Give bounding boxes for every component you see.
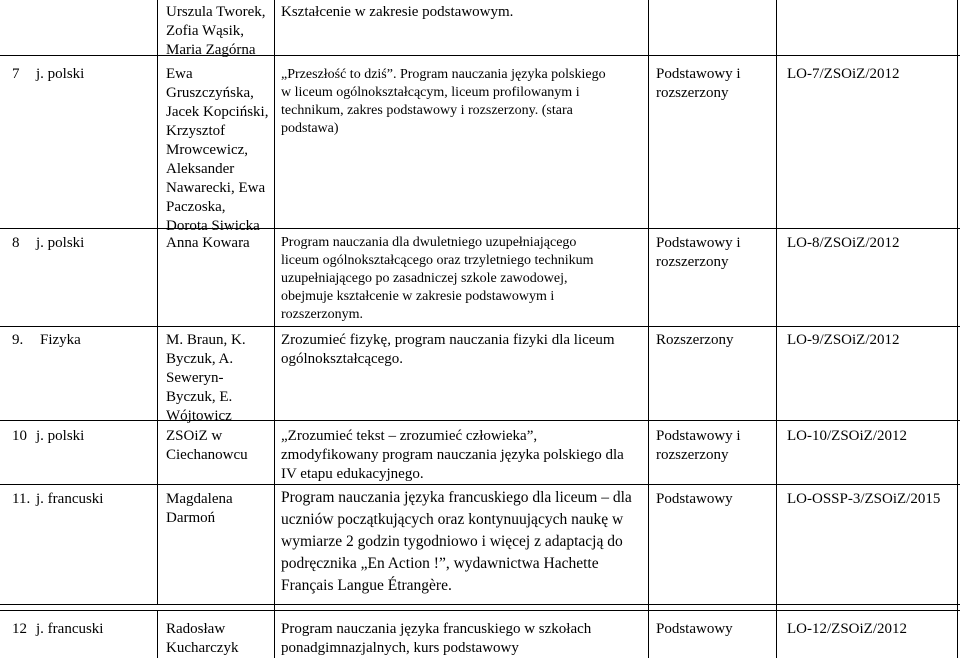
column-divider [957,0,958,658]
level-cell: Podstawowy [656,621,733,637]
row-divider [0,55,960,56]
authors-cell: Anna Kowara [166,235,250,251]
code-cell: LO-OSSP-3/ZSOiZ/2015 [787,491,941,507]
row-number: 8 [12,235,20,251]
row-divider [0,484,960,485]
level-cell: Podstawowy i rozszerzony [656,235,741,270]
subject-cell: Fizyka [40,332,81,348]
authors-cell: Ewa Gruszczyńska, Jacek Kopciński, Krzysztof Mrowcewicz, Aleksander Nawarecki, Ewa Paczoska, Dorota Siwicka [166,66,269,234]
row-divider [0,326,960,327]
authors-cell: M. Braun, K. Byczuk, A. Seweryn- Byczuk, E. Wójtowicz [166,332,246,424]
code-cell: LO-12/ZSOiZ/2012 [787,621,907,637]
authors-cell: Urszula Tworek, Zofia Wąsik, Maria Zagórna [166,4,266,58]
program-cell: „Przeszłość to dziś”. Program nauczania języka polskiego w liceum ogólnokształcącym, liceum profilowanym i technikum, zakres podstawowy i rozszerzony. (stara podstawa) [281,67,606,136]
subject-cell: j. francuski [36,621,104,637]
authors-cell: ZSOiZ w Ciechanowcu [166,428,248,463]
row-divider [0,228,960,229]
code-cell: LO-10/ZSOiZ/2012 [787,428,907,444]
column-divider [776,0,777,658]
level-cell: Podstawowy [656,491,733,507]
row-number: 11. [12,491,31,507]
column-divider [274,0,275,658]
row-divider [0,610,960,611]
row-number: 12 [12,621,27,637]
program-cell: Kształcenie w zakresie podstawowym. [281,4,514,20]
subject-cell: j. polski [36,428,85,444]
row-number: 7 [12,66,20,82]
authors-cell: Magdalena Darmoń [166,491,233,526]
column-divider [648,0,649,658]
subject-cell: j. polski [36,235,85,251]
level-cell: Rozszerzony [656,332,734,348]
column-divider [157,610,158,658]
program-cell: Program nauczania dla dwuletniego uzupełniającego liceum ogólnokształcącego oraz trzyletniego technikum uzupełniającego po zasadniczej szkole zawodowej, obejmuje kształcenie w zakresie podstawowym i rozszerzonym. [281,235,594,322]
column-divider [157,0,158,604]
code-cell: LO-8/ZSOiZ/2012 [787,235,900,251]
subject-cell: j. francuski [36,491,104,507]
subject-cell: j. polski [36,66,85,82]
row-divider [0,604,960,605]
level-cell: Podstawowy i rozszerzony [656,66,741,101]
code-cell: LO-9/ZSOiZ/2012 [787,332,900,348]
row-number: 10 [12,428,27,444]
code-cell: LO-7/ZSOiZ/2012 [787,66,900,82]
program-cell: „Zrozumieć tekst – zrozumieć człowieka”, zmodyfikowany program nauczania języka polskiego dla IV etapu edukacyjnego. [281,428,624,482]
row-divider [0,420,960,421]
program-cell: Program nauczania języka francuskiego dla liceum – dla uczniów początkujących oraz kontynuujących naukę w wymiarze 2 godzin tygodniowo i więcej z adaptacją do podręcznika „En Action !”, wydawnictwa Hachette Français Langue Étrangère. [281,489,632,594]
program-cell: Zrozumieć fizykę, program nauczania fizyki dla liceum ogólnokształcącego. [281,332,615,367]
program-cell: Program nauczania języka francuskiego w szkołach ponadgimnazjalnych, kurs podstawowy [281,621,592,656]
row-number: 9. [12,332,24,348]
level-cell: Podstawowy i rozszerzony [656,428,741,463]
authors-cell: Radosław Kucharczyk [166,621,239,656]
